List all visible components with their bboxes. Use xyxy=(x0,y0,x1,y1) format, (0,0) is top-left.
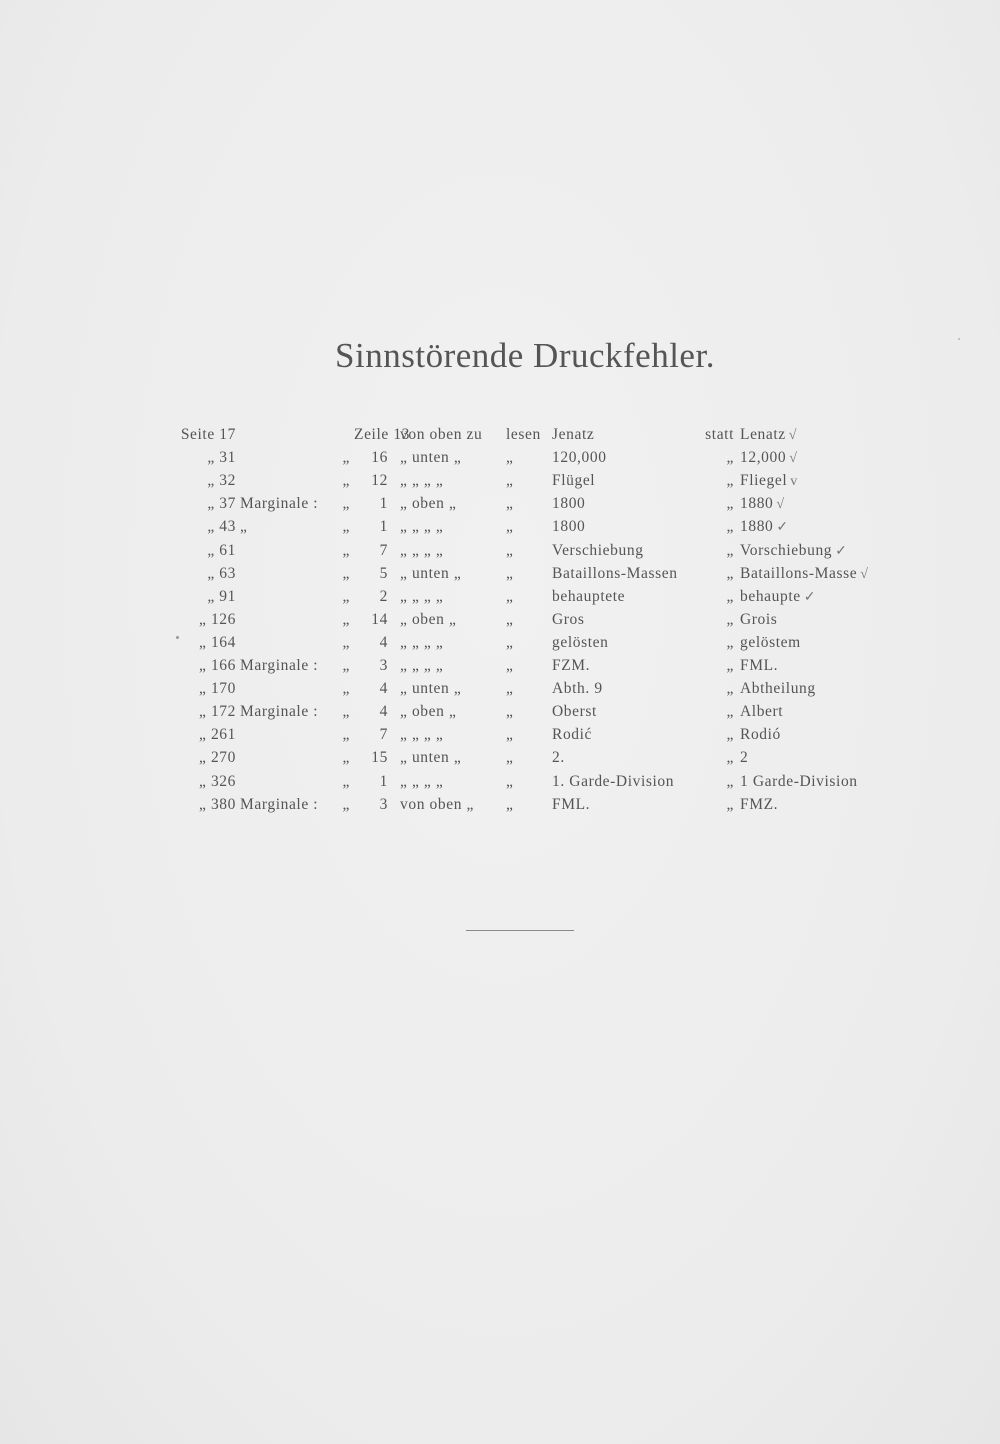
errata-wrong-text: Lenatz xyxy=(740,426,786,443)
errata-dir: von oben „ xyxy=(400,795,475,813)
errata-lesen: „ xyxy=(506,703,514,721)
errata-corr: Bataillons-Massen xyxy=(552,564,678,582)
errata-dir: „ „ „ „ xyxy=(400,772,444,790)
errata-zq: „ xyxy=(342,772,350,790)
errata-wrong xyxy=(740,703,786,721)
errata-wrong-text: Fliegel xyxy=(740,472,788,490)
errata-seite: „ 31 xyxy=(207,449,236,467)
errata-row xyxy=(0,542,1000,565)
errata-dir: „ oben „ xyxy=(400,495,457,513)
errata-seite: „ 164 xyxy=(198,633,236,651)
errata-corr: behauptete xyxy=(552,587,626,605)
check-mark-icon: ✓ xyxy=(835,543,848,559)
errata-lesen: „ xyxy=(506,657,514,674)
errata-row xyxy=(0,518,1000,541)
errata-statt: „ xyxy=(726,541,734,559)
errata-lesen: „ xyxy=(506,518,514,536)
errata-row xyxy=(0,634,1000,657)
errata-zq: „ xyxy=(342,587,350,605)
errata-wrong-text: Bataillons-Masse xyxy=(740,564,858,582)
errata-zq: „ xyxy=(342,518,350,536)
errata-zn: 7 xyxy=(379,541,388,559)
errata-statt: „ xyxy=(726,703,734,721)
errata-row xyxy=(0,426,1000,449)
errata-zq: „ xyxy=(342,564,350,582)
check-mark-icon: √ xyxy=(789,451,798,467)
check-mark-icon: √ xyxy=(776,497,785,513)
errata-corr: FML. xyxy=(552,795,591,813)
errata-row xyxy=(0,726,1000,749)
errata-corr: 1800 xyxy=(552,495,586,513)
errata-zn: 5 xyxy=(379,564,388,582)
errata-zn: 7 xyxy=(379,726,388,744)
errata-corr: Verschiebung xyxy=(552,541,644,559)
errata-seite: „ 326 xyxy=(198,772,236,790)
errata-corr: Oberst xyxy=(552,703,597,721)
errata-row xyxy=(0,749,1000,772)
errata-lesen: lesen xyxy=(506,426,541,443)
errata-wrong xyxy=(740,426,797,444)
errata-statt: „ xyxy=(726,726,734,744)
errata-zn: 3 xyxy=(379,657,388,674)
errata-seite: „ 380 xyxy=(198,795,236,813)
errata-corr: Flügel xyxy=(552,472,596,490)
errata-zq: „ xyxy=(342,795,350,813)
errata-zq: „ xyxy=(342,495,350,513)
errata-wrong-text: 1 Garde-Division xyxy=(740,772,858,790)
errata-wrong-text: 1880 xyxy=(740,495,774,513)
errata-wrong xyxy=(740,796,781,814)
errata-zq: „ xyxy=(342,449,350,467)
errata-marg: „ xyxy=(240,518,248,536)
errata-zn: 4 xyxy=(379,680,388,698)
errata-lesen: „ xyxy=(506,564,514,582)
errata-row xyxy=(0,680,1000,703)
errata-dir: „ unten „ xyxy=(400,680,462,698)
errata-wrong-text: 12,000 xyxy=(740,449,787,467)
check-mark-icon: ✓ xyxy=(776,520,789,536)
errata-row xyxy=(0,773,1000,796)
errata-lesen: „ xyxy=(506,749,514,767)
errata-wrong xyxy=(740,472,798,490)
errata-corr: 2. xyxy=(552,749,565,767)
errata-seite: „ 172 xyxy=(198,703,236,721)
check-mark-icon: v xyxy=(790,474,798,490)
errata-zn: 1 xyxy=(379,772,388,790)
errata-marg: Marginale : xyxy=(240,657,319,674)
errata-dir: „ „ „ „ xyxy=(400,633,444,651)
errata-row xyxy=(0,611,1000,634)
check-mark-icon: ✓ xyxy=(803,589,817,605)
errata-row xyxy=(0,657,1000,680)
errata-zn: 12 xyxy=(371,472,388,490)
errata-statt: „ xyxy=(726,495,734,513)
errata-dir: „ oben „ xyxy=(400,703,457,721)
errata-statt: „ xyxy=(726,795,734,813)
errata-seite: „ 63 xyxy=(207,564,236,582)
errata-statt: „ xyxy=(726,449,734,467)
errata-zn: 4 xyxy=(379,633,388,651)
errata-statt: „ xyxy=(726,518,734,536)
errata-seite: „ 91 xyxy=(207,587,236,605)
errata-corr: Jenatz xyxy=(552,426,595,443)
errata-lesen: „ xyxy=(506,587,514,605)
errata-dir: „ unten „ xyxy=(400,749,462,767)
errata-corr: 1800 xyxy=(552,518,586,536)
errata-wrong xyxy=(740,542,848,560)
errata-lesen: „ xyxy=(506,795,514,813)
errata-marg: Marginale : xyxy=(240,703,319,721)
errata-zn: Zeile 13 xyxy=(354,426,411,443)
errata-lesen: „ xyxy=(506,541,514,559)
errata-row xyxy=(0,796,1000,819)
errata-wrong-text: FML. xyxy=(740,657,779,674)
errata-statt: „ xyxy=(726,587,734,605)
errata-wrong xyxy=(740,518,789,536)
errata-row xyxy=(0,588,1000,611)
errata-statt: statt xyxy=(705,426,734,443)
errata-lesen: „ xyxy=(506,726,514,744)
errata-zq: „ xyxy=(342,472,350,490)
errata-wrong-text: Albert xyxy=(740,703,784,721)
errata-statt: „ xyxy=(726,680,734,698)
errata-seite: „ 270 xyxy=(198,749,236,767)
errata-wrong-text: Grois xyxy=(740,610,778,628)
errata-statt: „ xyxy=(726,749,734,767)
errata-wrong-text: FMZ. xyxy=(740,795,779,813)
errata-seite: „ 43 xyxy=(207,518,236,536)
errata-wrong xyxy=(740,495,785,513)
errata-dir: „ „ „ „ xyxy=(400,657,444,674)
errata-wrong xyxy=(740,588,816,606)
errata-dir: „ „ „ „ xyxy=(400,541,444,559)
errata-row xyxy=(0,703,1000,726)
errata-wrong xyxy=(740,634,804,652)
errata-zq: „ xyxy=(342,610,350,628)
errata-list xyxy=(0,426,1000,826)
ink-speck xyxy=(176,636,179,639)
errata-zn: 3 xyxy=(379,795,388,813)
errata-seite: „ 261 xyxy=(198,726,236,744)
errata-wrong-text: gelöstem xyxy=(740,633,801,651)
errata-statt: „ xyxy=(726,657,734,674)
errata-wrong xyxy=(740,565,869,583)
errata-wrong xyxy=(740,680,819,698)
errata-statt: „ xyxy=(726,772,734,790)
errata-corr: FZM. xyxy=(552,657,591,674)
errata-lesen: „ xyxy=(506,610,514,628)
closing-rule xyxy=(466,930,574,931)
errata-wrong xyxy=(740,449,798,467)
errata-wrong-text: 1880 xyxy=(740,518,774,536)
errata-zq: „ xyxy=(342,657,350,674)
errata-lesen: „ xyxy=(506,633,514,651)
errata-marg: Marginale : xyxy=(240,495,319,513)
errata-wrong-text: Vorschiebung xyxy=(740,541,833,559)
errata-statt: „ xyxy=(726,564,734,582)
errata-lesen: „ xyxy=(506,680,514,698)
errata-corr: 120,000 xyxy=(552,449,607,467)
errata-dir: „ „ „ „ xyxy=(400,518,444,536)
check-mark-icon: √ xyxy=(788,428,798,443)
errata-dir: „ „ „ „ xyxy=(400,472,444,490)
errata-dir: „ oben „ xyxy=(400,610,457,628)
errata-zq: „ xyxy=(342,726,350,744)
errata-wrong xyxy=(740,657,781,675)
errata-seite: „ 126 xyxy=(198,610,236,628)
errata-wrong xyxy=(740,749,751,767)
errata-corr: Gros xyxy=(552,610,585,628)
errata-row xyxy=(0,565,1000,588)
errata-seite: Seite 17 xyxy=(180,426,236,443)
errata-seite: „ 166 xyxy=(198,657,236,674)
errata-wrong-text: behaupte xyxy=(740,587,801,605)
errata-zn: 1 xyxy=(379,518,388,536)
errata-zn: 15 xyxy=(371,749,388,767)
errata-corr: 1. Garde-Division xyxy=(552,772,675,790)
errata-lesen: „ xyxy=(506,495,514,513)
errata-zq: „ xyxy=(342,633,350,651)
errata-zn: 16 xyxy=(371,449,388,467)
errata-dir: „ „ „ „ xyxy=(400,726,444,744)
errata-corr: gelösten xyxy=(552,633,609,651)
errata-seite: „ 170 xyxy=(198,680,236,698)
errata-corr: Rodić xyxy=(552,726,593,744)
errata-row xyxy=(0,472,1000,495)
errata-row xyxy=(0,495,1000,518)
errata-wrong-text: 2 xyxy=(740,749,749,767)
errata-lesen: „ xyxy=(506,472,514,490)
errata-zq: „ xyxy=(342,541,350,559)
errata-zn: 2 xyxy=(379,587,388,605)
errata-zq: „ xyxy=(342,680,350,698)
errata-zn: 1 xyxy=(379,495,388,513)
errata-dir: „ unten „ xyxy=(400,564,462,582)
errata-wrong xyxy=(740,726,784,744)
errata-wrong xyxy=(740,611,780,629)
errata-dir: „ unten „ xyxy=(400,449,462,467)
errata-zq: „ xyxy=(342,749,350,767)
errata-wrong-text: Rodió xyxy=(740,726,781,744)
errata-zn: 14 xyxy=(371,610,388,628)
errata-corr: Abth. 9 xyxy=(552,680,603,698)
check-mark-icon: √ xyxy=(860,566,869,582)
errata-marg: Marginale : xyxy=(240,795,319,813)
errata-dir: „ „ „ „ xyxy=(400,587,444,605)
errata-statt: „ xyxy=(726,633,734,651)
errata-lesen: „ xyxy=(506,772,514,790)
errata-row xyxy=(0,449,1000,472)
errata-seite: „ 37 xyxy=(207,495,236,513)
errata-zn: 4 xyxy=(379,703,388,721)
errata-zq: „ xyxy=(342,703,350,721)
errata-wrong-text: Abtheilung xyxy=(740,680,816,698)
errata-seite: „ 61 xyxy=(207,541,236,559)
errata-wrong xyxy=(740,773,861,791)
errata-seite: „ 32 xyxy=(207,472,236,490)
page-title: Sinnstörende Druckfehler. xyxy=(335,336,715,375)
ink-speck xyxy=(958,338,960,340)
errata-dir: von oben zu xyxy=(400,426,483,443)
errata-statt: „ xyxy=(726,610,734,628)
errata-statt: „ xyxy=(726,472,734,490)
errata-lesen: „ xyxy=(506,449,514,467)
